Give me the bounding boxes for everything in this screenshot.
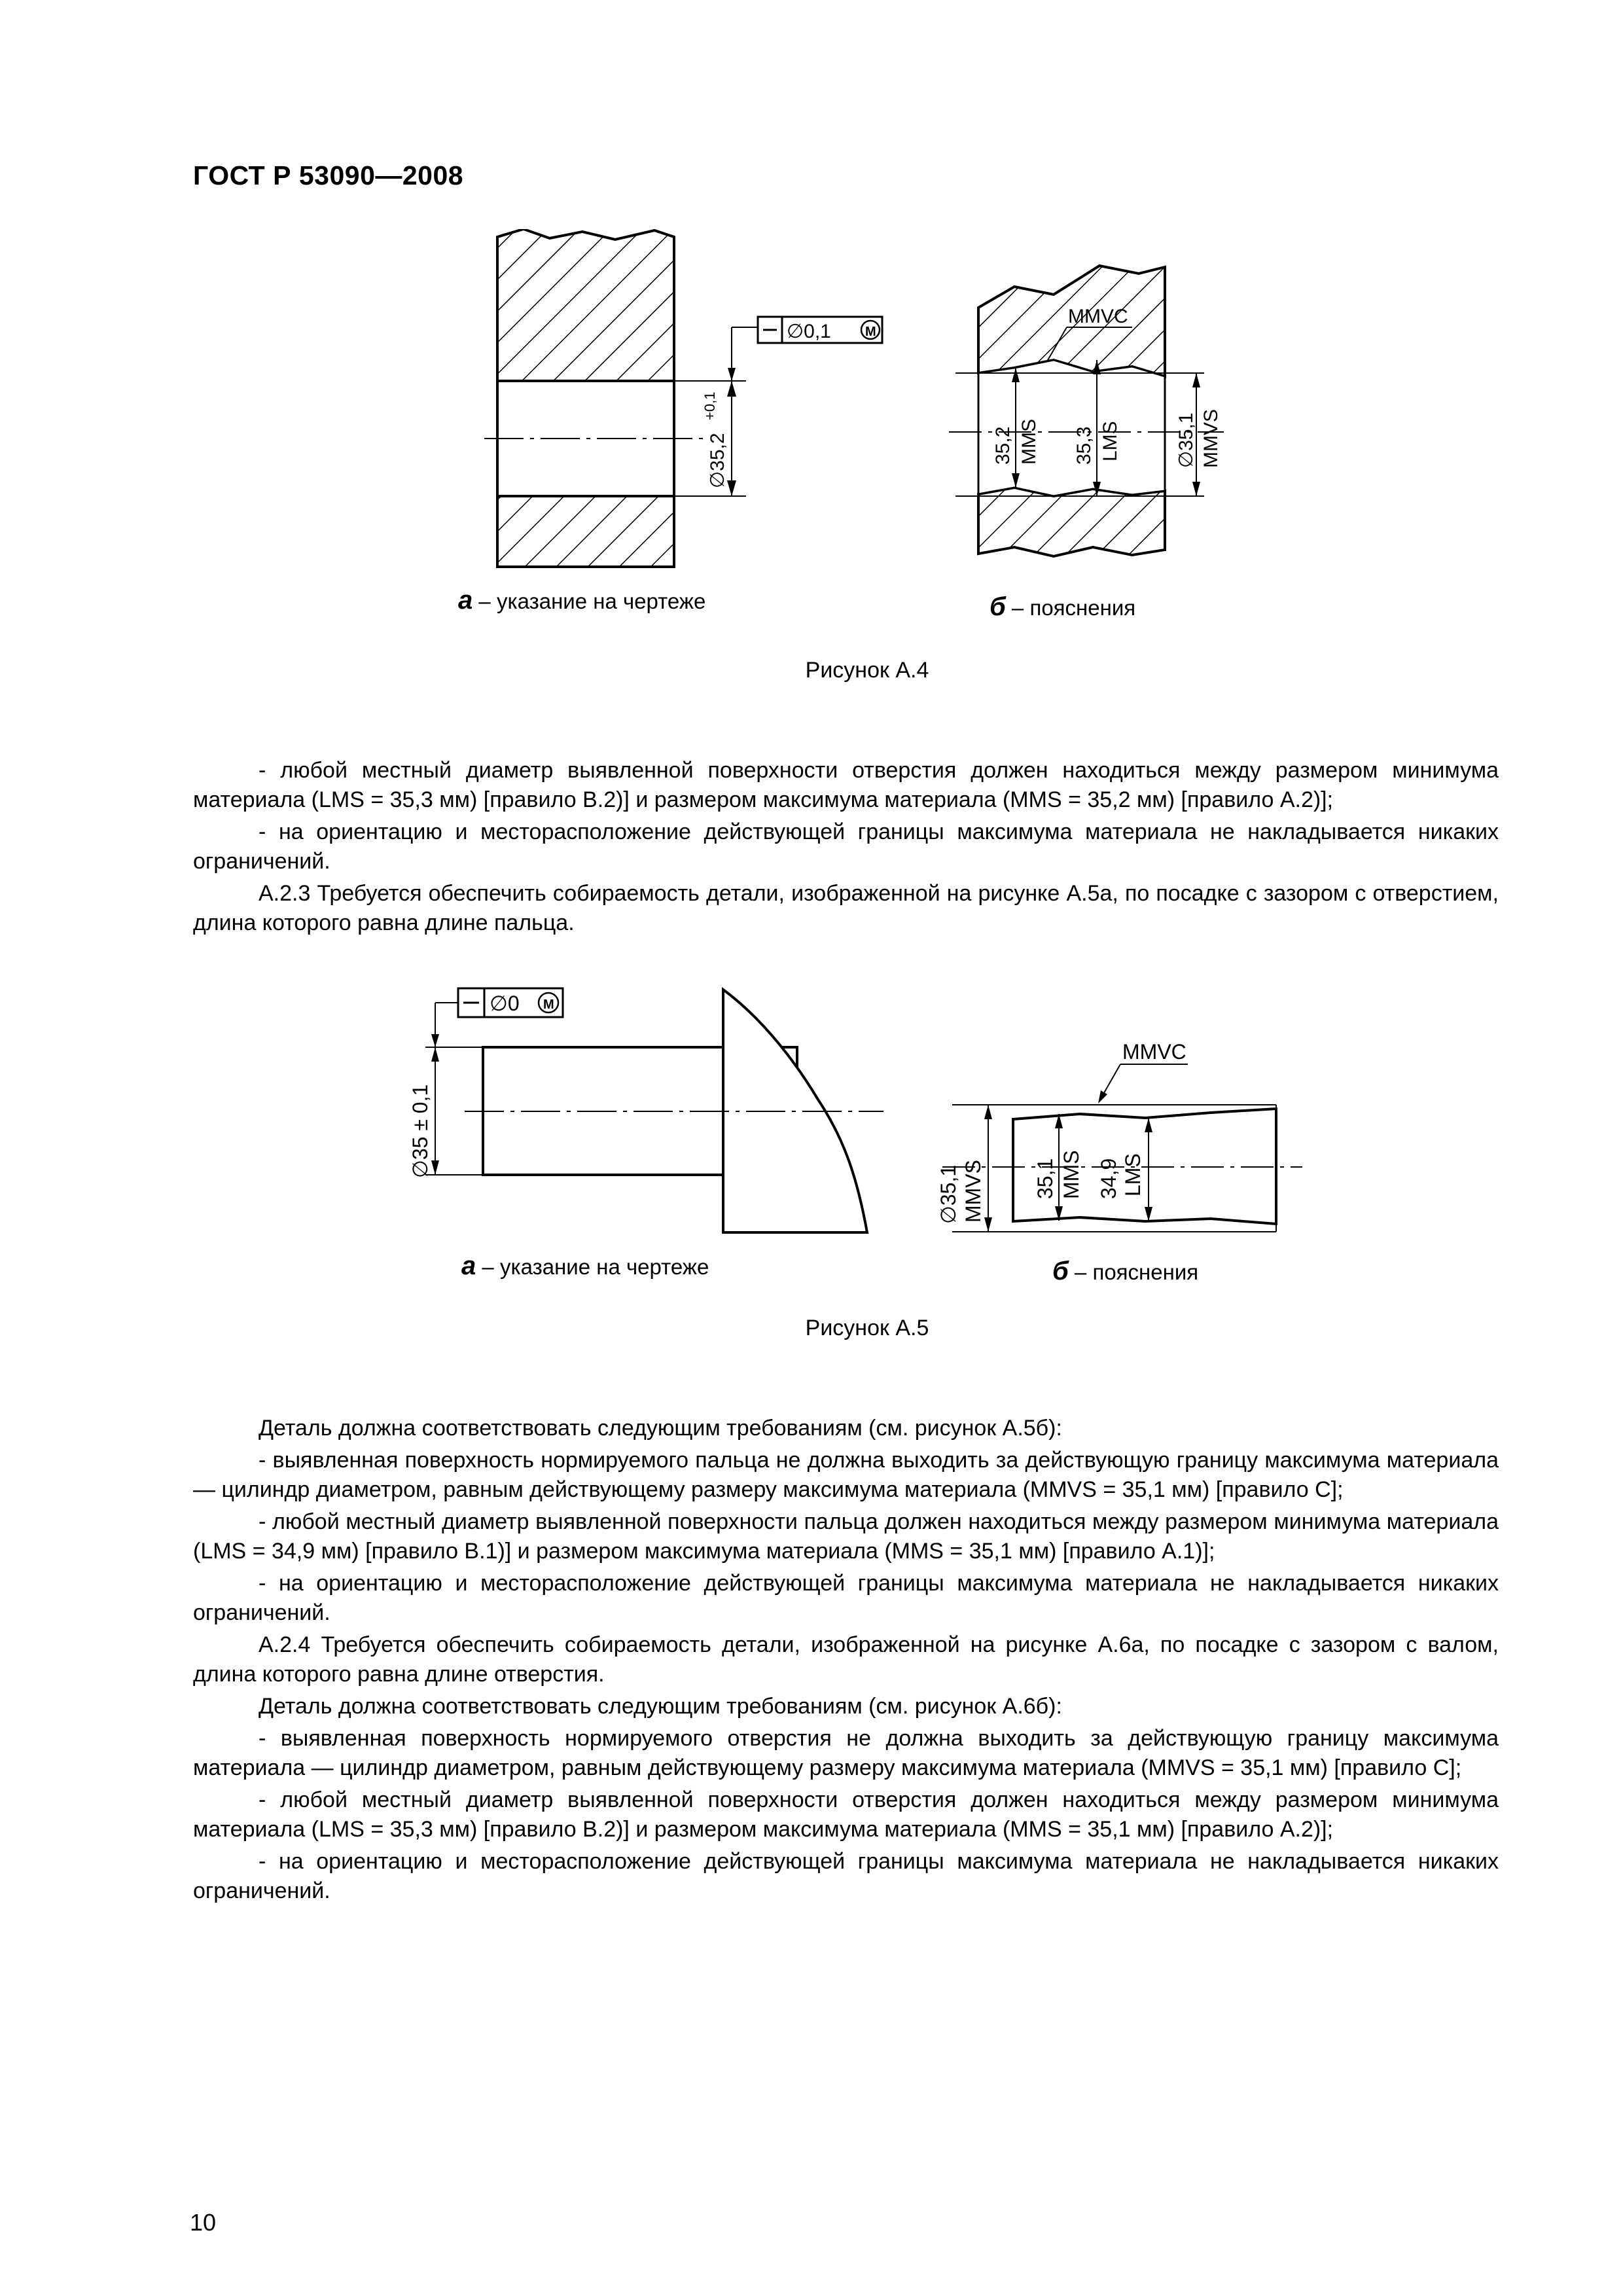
figure-a4-caption-a: а – указание на чертеже (458, 586, 706, 615)
figure-a5-title: Рисунок А.5 (805, 1316, 929, 1340)
figure-a4-mmvs: MMVS (1200, 409, 1222, 468)
page-number: 10 (190, 2209, 217, 2236)
figure-a4-a-drawing (484, 229, 942, 576)
figure-a4-dim-353: 35,3 (1073, 426, 1095, 465)
svg-text:M: M (543, 997, 554, 1012)
paragraph: - любой местный диаметр выявленной поверхности отверстия должен находиться между размером минимума материала (LMS = 35,3 мм) [правило В.2)] и размером максимума материала (MMS = 35,2 мм) [правило А.2)]; (193, 758, 1499, 812)
figure-a4-mmvc-label: MMVC (1068, 306, 1128, 327)
paragraph: - на ориентацию и месторасположение действующей границы максимума материала не накладывается никаких ограничений. (193, 1849, 1499, 1903)
svg-text:M: M (865, 325, 876, 339)
paragraph: Деталь должна соответствовать следующим требованиям (см. рисунок А.5б): (259, 1416, 1062, 1441)
paragraph-block-1 (193, 756, 1499, 941)
paragraph: Деталь должна соответствовать следующим требованиям (см. рисунок А.6б): (259, 1694, 1062, 1719)
figure-a5-mmvs: MMVS (961, 1160, 985, 1223)
figure-a5-caption-b: б – пояснения (1052, 1257, 1199, 1285)
figure-a5-dim-label: ∅35 ± 0,1 (408, 1084, 432, 1178)
figure-a5-mmvc-label: MMVC (1122, 1040, 1186, 1064)
paragraph: - на ориентацию и месторасположение действующей границы максимума материала не накладывается никаких ограничений. (193, 1571, 1499, 1625)
paragraph: А.2.3 Требуется обеспечить собираемость детали, изображенной на рисунке А.5а, по посадке с зазором с отверстием, длина которого равна длине пальца. (193, 881, 1499, 935)
figure-a4-mms: MMS (1018, 419, 1040, 465)
figure-a5-dim-351: ∅35,1 (936, 1164, 960, 1224)
figure-a4-frame-label: ∅0,1 (787, 321, 831, 342)
figure-a5-b-drawing (929, 1028, 1309, 1244)
paragraph: - на ориентацию и месторасположение действующей границы максимума материала не накладывается никаких ограничений. (193, 819, 1499, 874)
figure-a4-lms: LMS (1099, 421, 1121, 461)
figure-a4-title: Рисунок А.4 (805, 658, 929, 683)
figure-a5-lms: LMS (1121, 1153, 1145, 1196)
figure-a4-b-drawing (949, 262, 1263, 563)
figure-a4-dim-351: ∅35,1 (1175, 412, 1197, 468)
figure-a5-a-drawing (399, 982, 897, 1244)
figure-a4-caption-b: б – пояснения (990, 592, 1136, 621)
figure-a5-dim-351b: 35,1 (1033, 1158, 1057, 1199)
paragraph: А.2.4 Требуется обеспечить собираемость детали, изображенной на рисунке А.6а, по посадке с зазором с валом, длина которого равна длине отверстия. (193, 1632, 1499, 1687)
document-header: ГОСТ Р 53090—2008 (193, 160, 464, 190)
paragraph: - любой местный диаметр выявленной поверхности отверстия должен находиться между размером минимума материала (LMS = 35,3 мм) [правило В.2)] и размером максимума материала (MMS = 35,1 мм) [правило А.2)]; (193, 1787, 1499, 1842)
paragraph-block-2 (193, 1414, 1499, 1909)
figure-a5-caption-a: а – указание на чертеже (461, 1251, 709, 1280)
paragraph: - выявленная поверхность нормируемого отверстия не должна выходить за действующую границу максимума материала — цилиндр диаметром, равным действующему размеру максимума материала (MMVS = 35,1 мм) [правило С]; (193, 1726, 1499, 1780)
figure-a5-dim-349: 34,9 (1097, 1158, 1120, 1199)
paragraph: - выявленная поверхность нормируемого пальца не должна выходить за действующую границу максимума материала — цилиндр диаметром, равным действующему размеру максимума материала (MMVS = 35,1 мм) [правило С]; (193, 1448, 1499, 1502)
paragraph: - любой местный диаметр выявленной поверхности пальца должен находиться между размером минимума материала (LMS = 34,9 мм) [правило В.1)] и размером максимума материала (MMS = 35,1 мм) [правило А.1)]; (193, 1509, 1499, 1564)
figure-a5-frame-label: ∅0 (490, 992, 520, 1015)
figure-a5-mms: MMS (1060, 1150, 1083, 1199)
figure-a4-dim-label: ∅35,2 (707, 433, 728, 488)
figure-a4-dim-sup: +0,1 (702, 391, 718, 420)
figure-a4-dim-352: 35,2 (992, 426, 1014, 465)
